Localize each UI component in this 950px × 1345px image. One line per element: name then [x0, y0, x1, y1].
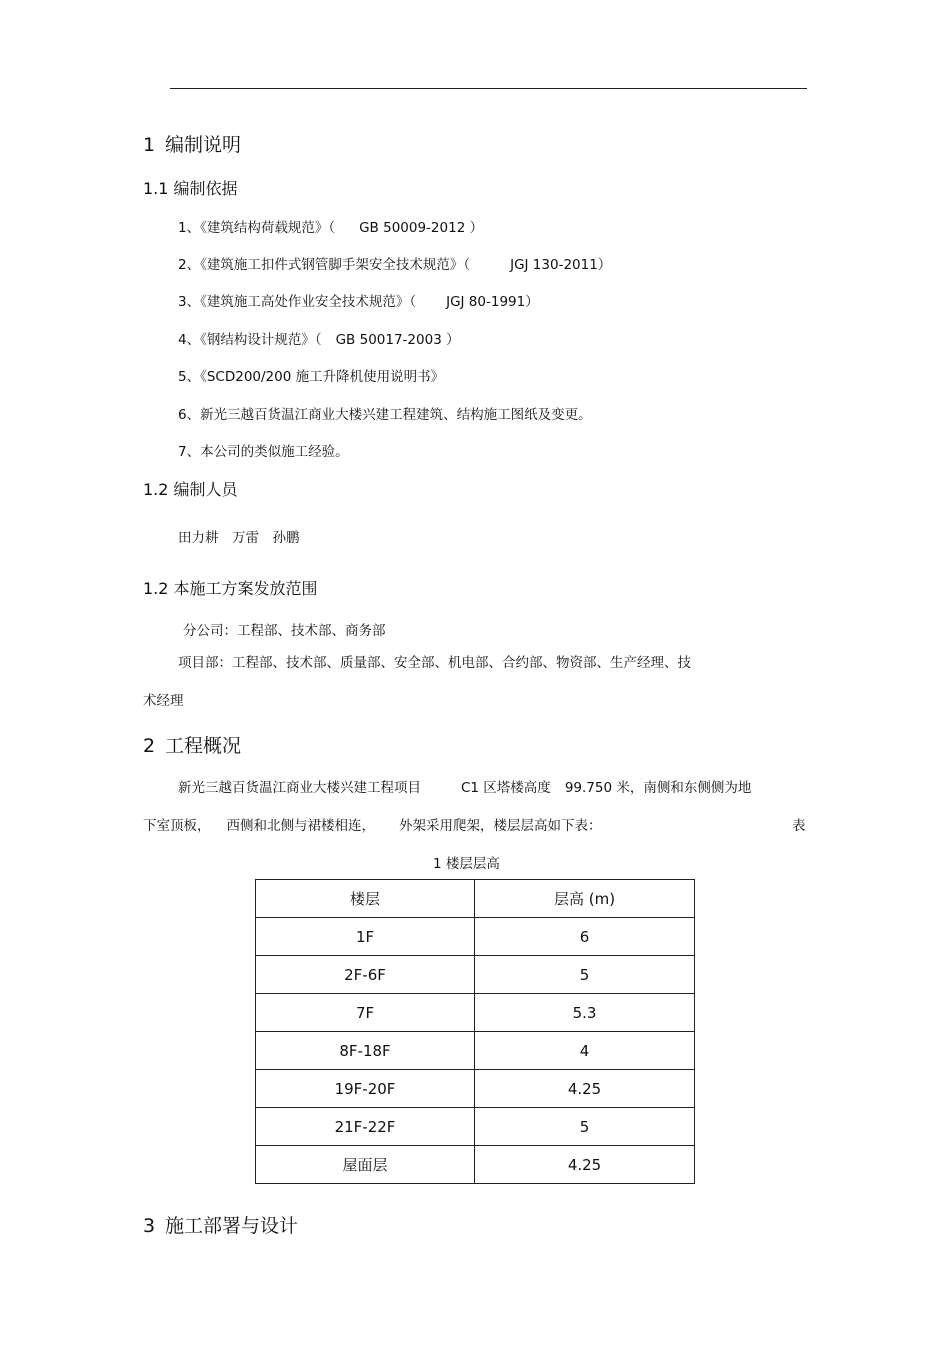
- table-row: [256, 1108, 695, 1146]
- table-row: [256, 1032, 695, 1070]
- floor-cell: 1F: [256, 918, 475, 956]
- height-cell: 4.25: [475, 1146, 695, 1184]
- table-row: [256, 956, 695, 994]
- reference-item: [178, 365, 444, 385]
- overview-text: 外架采用爬架，楼层层高如下表：: [399, 818, 602, 834]
- header-rule: [170, 88, 807, 89]
- table-row: [256, 1070, 695, 1108]
- height-cell: 5: [475, 1108, 695, 1146]
- column-header: 楼层: [256, 880, 475, 918]
- section-1-2-heading: 1.2 编制人员: [143, 480, 238, 499]
- height-cell: 5.3: [475, 994, 695, 1032]
- overview-text: 西侧和北侧与裙楼相连，: [226, 818, 375, 834]
- reference-item: [178, 216, 483, 236]
- reference-item: [178, 328, 460, 348]
- reference-text: 1、《建筑结构荷载规范》（: [178, 220, 336, 236]
- height-cell: 4.25: [475, 1070, 695, 1108]
- floor-cell: 21F-22F: [256, 1108, 475, 1146]
- distribution-branch: 分公司：工程部、技术部、商务部: [183, 623, 386, 639]
- overview-line-1: [178, 776, 751, 796]
- reference-item: [178, 403, 592, 423]
- table-row: [256, 1146, 695, 1184]
- overview-line-2: [143, 814, 602, 834]
- reference-item: [178, 440, 349, 460]
- distribution-project: 项目部：工程部、技术部、质量部、安全部、机电部、合约部、物资部、生产经理、技: [178, 655, 691, 671]
- reference-text: 6、新光三越百货温江商业大楼兴建工程建筑、结构施工图纸及变更。: [178, 407, 592, 423]
- height-cell: 6: [475, 918, 695, 956]
- reference-code: GB 50009-2012 ）: [359, 220, 484, 236]
- height-cell: 5: [475, 956, 695, 994]
- reference-text: 5、《SCD200/200 施工升降机使用说明书》: [178, 369, 445, 385]
- section-3-title: 施工部署与设计: [165, 1215, 299, 1237]
- reference-text: 3、《建筑施工高处作业安全技术规范》（: [178, 294, 417, 310]
- reference-text: 2、《建筑施工扣件式钢管脚手架安全技术规范》（: [178, 257, 471, 273]
- floor-cell: 19F-20F: [256, 1070, 475, 1108]
- distribution-project-cont: 术经理: [143, 693, 184, 709]
- section-3-heading: [143, 1211, 298, 1238]
- distribution-heading: 1.2 本施工方案发放范围: [143, 579, 318, 598]
- section-1-number: 1: [143, 134, 156, 156]
- column-header: 层高 (m): [475, 880, 695, 918]
- floor-cell: 屋面层: [256, 1146, 475, 1184]
- section-1-heading: [143, 130, 241, 157]
- table-row: [256, 994, 695, 1032]
- section-3-number: 3: [143, 1215, 156, 1237]
- section-2-number: 2: [143, 735, 156, 757]
- overview-text: 99.750 米，南侧和东侧侧为地: [564, 780, 752, 796]
- reference-item: [178, 253, 611, 273]
- reference-item: [178, 290, 539, 310]
- section-2-title: 工程概况: [165, 735, 242, 757]
- reference-text: 4、《钢结构设计规范》（: [178, 332, 322, 348]
- floor-cell: 7F: [256, 994, 475, 1032]
- overview-text: 下室顶板，: [143, 818, 211, 834]
- overview-text: C1 区塔楼高度: [461, 780, 551, 796]
- reference-code: GB 50017-2003 ）: [335, 332, 460, 348]
- table-caption: 1 楼层层高: [433, 856, 500, 872]
- table-row: [256, 918, 695, 956]
- compilers-list: 田力耕 万雷 孙鹏: [178, 530, 300, 546]
- floor-height-table: [255, 879, 695, 1184]
- height-cell: 4: [475, 1032, 695, 1070]
- overview-text: 新光三越百货温江商业大楼兴建工程项目: [178, 780, 421, 796]
- floor-cell: 8F-18F: [256, 1032, 475, 1070]
- section-2-heading: [143, 731, 241, 758]
- reference-code: JGJ 130-2011）: [510, 257, 612, 273]
- section-1-title: 编制说明: [165, 134, 242, 156]
- reference-text: 7、本公司的类似施工经验。: [178, 444, 349, 460]
- reference-code: JGJ 80-1991）: [446, 294, 539, 310]
- table-header-row: [256, 880, 695, 918]
- overview-table-ref: 表: [792, 818, 806, 834]
- floor-cell: 2F-6F: [256, 956, 475, 994]
- section-1-1-heading: 1.1 编制依据: [143, 179, 238, 198]
